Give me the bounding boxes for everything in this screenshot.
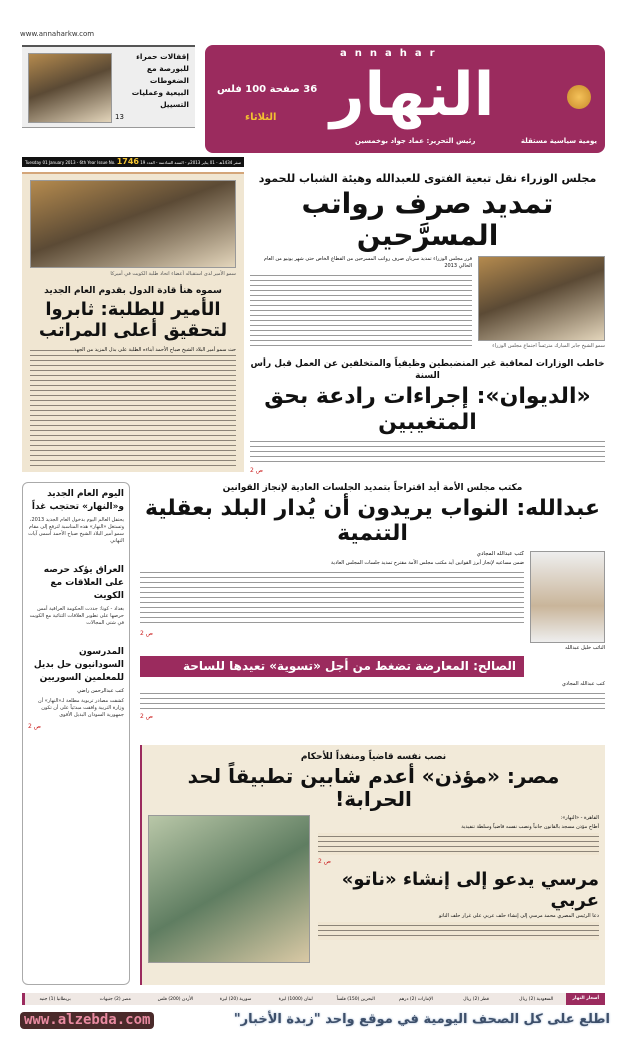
site-url[interactable]: www.annaharkw.com xyxy=(20,30,95,38)
logo-emblem-icon xyxy=(567,85,591,109)
amir-body-text: حث سمو أمير البلاد الشيخ صباح الأحمد أبناءه الطلبة على بذل المزيد من الجهد xyxy=(74,347,236,354)
sidebar-story3-title: المدرسون السودانيون حل بديل للمعلمين السوريين xyxy=(33,647,124,683)
dateline-strip xyxy=(22,157,244,167)
assembly-section xyxy=(140,482,605,721)
prices-label: أسعار النهار xyxy=(566,993,605,1005)
egypt-text-block xyxy=(318,815,599,963)
mursi-body: دعا الرئيس المصري محمد مرسي إلى إنشاء حلف عربي على غرار حلف الناتو xyxy=(438,913,599,920)
diwan-kicker: خاطب الوزارات لمعاقبة غير المنضبطين وظيفياً والمتخلفين عن العمل قبل رأس السنة xyxy=(250,359,605,382)
mursi-body-col2 xyxy=(318,922,599,940)
saleh-page-ref[interactable]: ص 2 xyxy=(140,712,153,720)
price-item: قطر (2) ريال xyxy=(463,996,489,1002)
price-item: الأردن (200) فلس xyxy=(157,996,194,1002)
prices-bar xyxy=(22,993,605,1005)
egypt-byline: القاهرة - «النهار»: xyxy=(560,815,599,821)
issue-number: 1746 xyxy=(116,157,139,166)
dateline-text: Tuesday 01 January 2013 - 6th Year Issue No. xyxy=(25,160,116,165)
sidebar-page-ref[interactable]: ص 2 xyxy=(28,723,41,730)
teaser-box[interactable] xyxy=(22,45,195,128)
egypt-body-col2 xyxy=(318,833,599,855)
lead-row xyxy=(250,256,605,350)
sidebar-story2-body: بغداد - كونا: جددت الحكومة العراقية أمس حرصها على تطوير العلاقات الثنائية مع الكويت في شتى المجالات xyxy=(29,606,124,626)
amir-section xyxy=(22,172,244,472)
teaser-photo xyxy=(28,53,112,123)
tagline: يومية سياسية مستقلة xyxy=(520,137,597,145)
top-right-column xyxy=(250,172,605,475)
assembly-photo-block xyxy=(530,551,605,652)
teaser-title: إقفالات حمراء للبورصة مع الضغوطات البيعية وعمليات التسييل xyxy=(131,52,189,109)
price-item: سورية (20) ليرة xyxy=(219,996,252,1002)
banner-text: اطلع على كل الصحف اليومية في موقع واحد "زبدة الأخبار" xyxy=(233,1012,610,1027)
logo-arabic: النهار xyxy=(330,60,495,130)
amir-body xyxy=(30,347,236,466)
egypt-headline: مصر: «مؤذن» أعدم شابين تطبيقاً لحد الحرابة! xyxy=(187,764,560,811)
egypt-kicker: نصب نفسه قاضياً ومنفذاً للأحكام xyxy=(300,752,447,762)
sidebar-story3-byline: كتب عبدالرحمن راضي xyxy=(77,688,124,694)
lead-text-block xyxy=(250,256,472,350)
sidebar-story2-title: العراق يؤكد حرصه على العلاقات مع الكويت xyxy=(43,565,124,601)
diwan-headline: «الديوان»: إجراءات رادعة بحق المتغيبين xyxy=(264,384,591,435)
teaser-page: 13 xyxy=(115,113,124,121)
masthead xyxy=(205,45,605,153)
assembly-byline: كتب عبدالله المجادي xyxy=(476,550,524,557)
assembly-page-ref[interactable]: ص 2 xyxy=(140,629,153,637)
lead-body: قرر مجلس الوزراء تمديد سريان صرف رواتب المسرحين من القطاع الخاص حتى شهر يونيو من العام الحالي 2013 xyxy=(263,256,472,270)
lead-headline: تمديد صرف رواتب المسرَّحين xyxy=(301,187,554,253)
price-item: الإمارات (2) درهم xyxy=(398,996,433,1002)
amir-photo-caption: سمو الأمير لدى استقباله أعضاء اتحاد طلبة الكويت في أميركا xyxy=(110,271,236,277)
editor-in-chief: رئيس التحرير: عماد جواد بوخمسين xyxy=(355,137,476,145)
lead-photo xyxy=(478,256,605,341)
price-item: مصر (2) جنيهات xyxy=(99,996,131,1002)
price-item: السعودية (2) ريال xyxy=(519,996,554,1002)
saleh-bar xyxy=(140,656,524,677)
saleh-body xyxy=(140,690,605,712)
assembly-row xyxy=(140,551,605,652)
amir-headline: الأمير للطلبة: ثابروا لتحقيق أعلى المراتب xyxy=(38,299,228,341)
banner-url[interactable]: www.alzebda.com xyxy=(20,1012,154,1029)
egypt-body: أطاح مؤذن مسجد بالقانون جانباً ونصب نفسه قاضياً وسلطة تنفيذية xyxy=(461,824,599,830)
diwan-page-ref[interactable]: ص 2 xyxy=(250,466,263,474)
diwan-body xyxy=(250,438,605,466)
amir-photo xyxy=(30,180,236,268)
assembly-kicker: مكتب مجلس الأمة أيد اقتراحاً بتمديد الجلسات العادية لإنجاز القوانين xyxy=(222,483,523,493)
assembly-body: ضمن مساعيه لإنجاز أبرز القوانين أيد مكتب مجلس الأمة مقترح تمديد جلسات المجلس العادية xyxy=(331,559,524,566)
price-item: بريطانيا (1) جنيه xyxy=(39,996,71,1002)
lead-body-cols xyxy=(250,272,472,350)
assembly-headline: عبدالله: النواب يريدون أن يُدار البلد بعقلية التنمية xyxy=(145,496,600,547)
egypt-row xyxy=(148,815,599,963)
price-item: لبنان (1000) ليرة xyxy=(278,996,313,1002)
egypt-photo xyxy=(148,815,310,963)
egypt-page-ref[interactable]: ص 2 xyxy=(318,858,331,865)
sidebar xyxy=(22,482,130,985)
mursi-headline: مرسي يدعو إلى إنشاء «ناتو» عربي xyxy=(341,869,599,911)
lead-photo-caption: سمو الشيخ جابر المبارك مترئساً اجتماع مجلس الوزراء xyxy=(492,343,605,350)
assembly-body-cols xyxy=(140,569,524,627)
egypt-section xyxy=(140,745,605,985)
assembly-photo xyxy=(530,551,605,643)
assembly-photo-caption: النائب خليل عبدالله xyxy=(565,644,605,651)
lead-photo-block xyxy=(478,256,605,350)
sidebar-story3-body: كشفت مصادر تربوية مطلعة لـ«النهار» أن وزارة التربية وافقت مبدئياً على أن تكون جمهورية السودان البديل الأقوى xyxy=(38,698,124,718)
saleh-byline: كتب عبدالله المجادي xyxy=(561,680,605,687)
day-label: الثلاثاء xyxy=(245,112,277,123)
lead-kicker: مجلس الوزراء نقل تبعية الفتوى للعبدالله وهيئة الشباب للحمود xyxy=(258,172,597,185)
saleh-headline: الصالح: المعارضة تضغط من أجل «تسوية» تعيدها للساحة xyxy=(182,658,516,673)
price-item: البحرين (150) فلساً xyxy=(336,996,375,1002)
logo-english: annahar xyxy=(340,48,443,59)
assembly-text-block xyxy=(140,551,524,652)
pages-price: 36 صفحة 100 فلس xyxy=(217,84,318,95)
sidebar-story1-title: اليوم العام الجديد و«النهار» تحتجب غداً xyxy=(31,489,124,512)
amir-kicker: سموه هنأ قادة الدول بقدوم العام الجديد xyxy=(44,286,222,296)
sidebar-story1-body: يحتفل العالم اليوم بدخول العام الجديد 2013، وتستغل «النهار» هذه المناسبة لترفع إلى مقام سمو أمير البلاد الشيخ صباح الأحمد أسمى آيات التهاني xyxy=(28,517,124,544)
hijri-date: 19 صفر 1434هـ - 01 يناير 2013م - السنة السادسة - العدد xyxy=(140,160,242,165)
